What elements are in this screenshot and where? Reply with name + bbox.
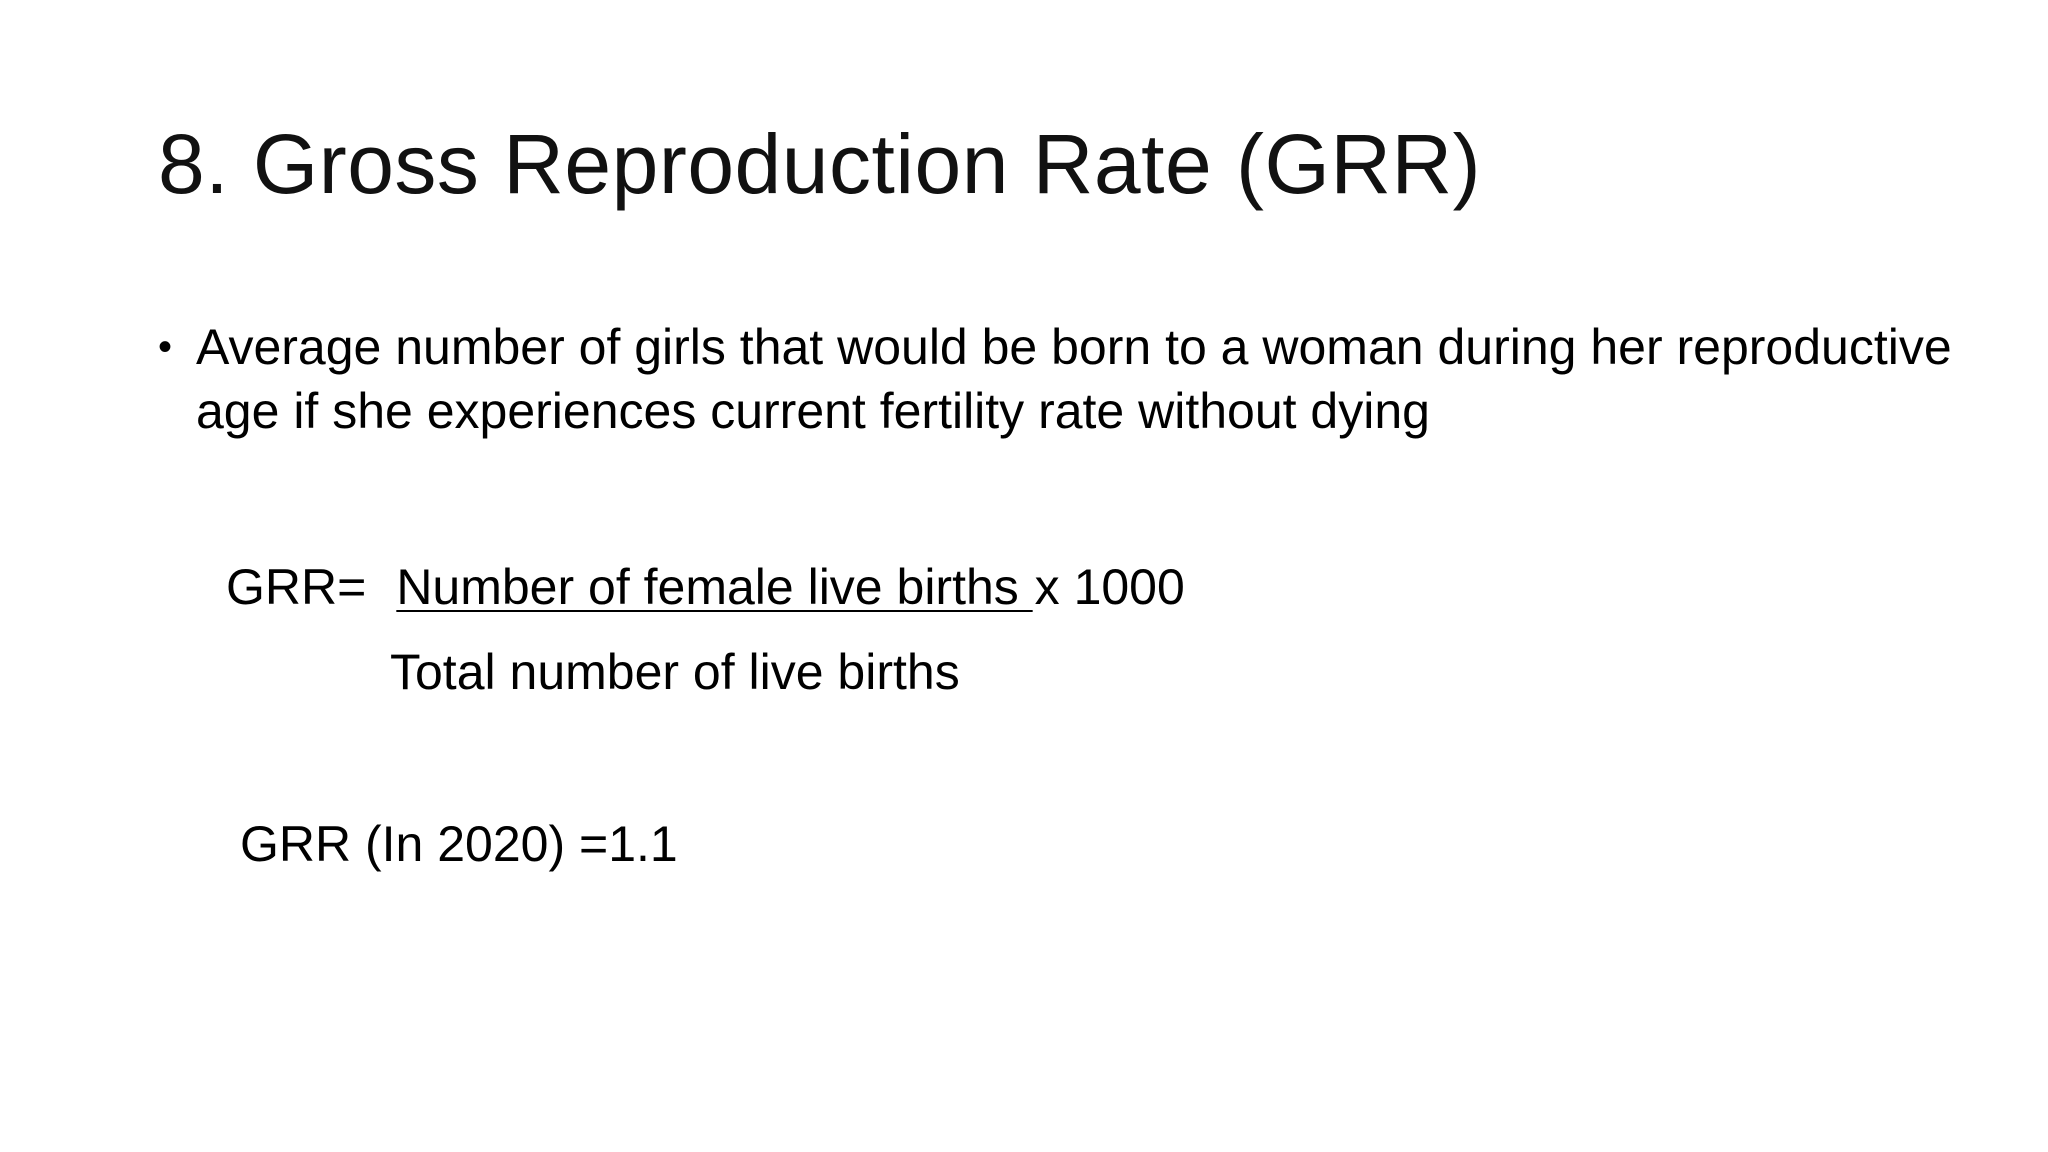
formula-denominator: Total number of live births bbox=[390, 644, 960, 700]
formula-multiplier: x 1000 bbox=[1034, 559, 1185, 615]
slide-title: 8. Gross Reproduction Rate (GRR) bbox=[158, 117, 1482, 211]
formula bbox=[226, 555, 1185, 619]
formula-result: GRR (In 2020) =1.1 bbox=[240, 816, 678, 872]
formula-label: GRR= bbox=[226, 559, 367, 615]
bullet-list bbox=[158, 315, 1978, 443]
bullet-text: Average number of girls that would be born to a woman during her reproductive age if she experiences current fertility rate without dying bbox=[196, 319, 1952, 439]
formula-numerator: Number of female live births bbox=[396, 559, 1033, 615]
bullet-dot-icon: • bbox=[158, 325, 173, 369]
bullet-item bbox=[158, 315, 1978, 443]
